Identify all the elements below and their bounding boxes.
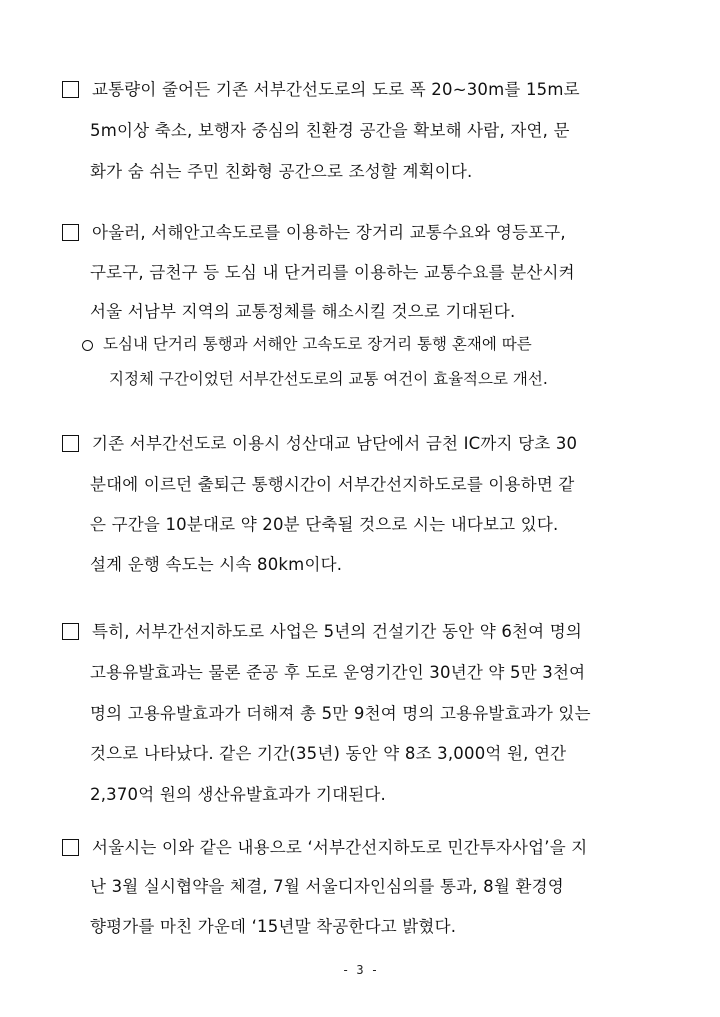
square-bullet-icon: [62, 839, 79, 856]
sub-item-line: 지정체 구간이었던 서부간선도로의 교통 여건이 효율적으로 개선.: [109, 370, 548, 388]
paragraph-line: 설계 운행 속도는 시속 80km이다.: [90, 555, 343, 574]
circle-bullet-icon: [82, 340, 93, 351]
paragraph-line: 것으로 나타났다. 같은 기간(35년) 동안 약 8조 3,000억 원, 연간: [90, 744, 567, 763]
paragraph-line: 분대에 이르던 출퇴근 통행시간이 서부간선지하도로를 이용하면 같: [90, 475, 575, 494]
paragraph-line: 은 구간을 10분대로 약 20분 단축될 것으로 시는 내다보고 있다.: [90, 515, 559, 534]
paragraph-line: 고용유발효과는 물론 준공 후 도로 운영기간인 30년간 약 5만 3천여: [90, 663, 586, 682]
paragraph-line: 명의 고용유발효과가 더해져 총 5만 9천여 명의 고용유발효과가 있는: [90, 704, 591, 723]
sub-item-line: 도심내 단거리 통행과 서해안 고속도로 장거리 통행 혼재에 따른: [103, 335, 532, 353]
paragraph-line: 서울 서남부 지역의 교통정체를 해소시킬 것으로 기대된다.: [90, 302, 516, 321]
paragraph-line: 2,370억 원의 생산유발효과가 기대된다.: [90, 785, 386, 804]
paragraph-line: 서울시는 이와 같은 내용으로 ‘서부간선지하도로 민간투자사업’을 지: [92, 838, 588, 857]
paragraph-line: 난 3월 실시협약을 체결, 7월 서울디자인심의를 통과, 8월 환경영: [90, 877, 564, 896]
paragraph-line: 구로구, 금천구 등 도심 내 단거리를 이용하는 교통수요를 분산시켜: [90, 263, 575, 282]
square-bullet-icon: [62, 435, 79, 452]
square-bullet-icon: [62, 623, 79, 640]
square-bullet-icon: [62, 224, 79, 241]
paragraph-line: 기존 서부간선도로 이용시 성산대교 남단에서 금천 IC까지 당초 30: [92, 434, 578, 453]
page-number: - 3 -: [341, 963, 379, 977]
paragraph-line: 향평가를 마친 가운데 ‘15년말 착공한다고 밝혔다.: [90, 917, 457, 936]
paragraph-line: 5m이상 축소, 보행자 중심의 친환경 공간을 확보해 사람, 자연, 문: [90, 121, 570, 140]
paragraph-line: 교통량이 줄어든 기존 서부간선도로의 도로 폭 20∼30m를 15m로: [92, 80, 580, 99]
square-bullet-icon: [62, 81, 79, 98]
paragraph-line: 아울러, 서해안고속도로를 이용하는 장거리 교통수요와 영등포구,: [92, 223, 566, 242]
paragraph-line: 특히, 서부간선지하도로 사업은 5년의 건설기간 동안 약 6천여 명의: [92, 622, 583, 641]
paragraph-line: 화가 숨 쉬는 주민 친화형 공간으로 조성할 계획이다.: [90, 162, 473, 181]
